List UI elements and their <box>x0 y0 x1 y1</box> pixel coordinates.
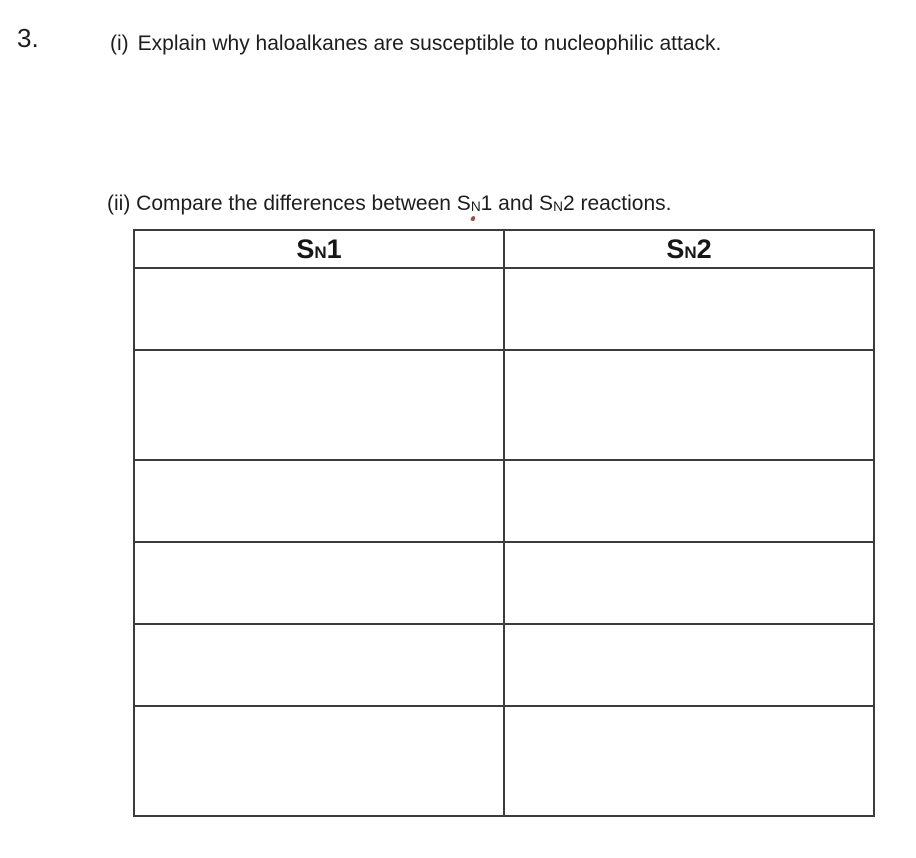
table-cell-sn1 <box>134 542 504 624</box>
table-cell-sn1 <box>134 460 504 542</box>
sn2-header-subscript: N <box>684 243 697 263</box>
stray-red-mark <box>470 216 475 222</box>
table-cell-sn1 <box>134 268 504 350</box>
table-cell-sn2 <box>504 542 874 624</box>
table-header-sn2 <box>504 230 874 268</box>
sn1-sn2-comparison-table <box>133 229 875 817</box>
table-cell-sn2 <box>504 460 874 542</box>
table-cell-sn1 <box>134 350 504 460</box>
part-ii-sn1-subscript: N <box>470 198 481 214</box>
table-cell-sn2 <box>504 706 874 816</box>
part-ii-text-between: 1 and S <box>480 192 554 215</box>
question-number: 3. <box>17 23 39 53</box>
table-cell-sn1 <box>134 706 504 816</box>
part-ii-text-after: 2 reactions. <box>562 192 672 215</box>
question-part-ii <box>107 191 672 216</box>
table-cell-sn2 <box>504 268 874 350</box>
table-header-row <box>134 230 874 268</box>
table-row <box>134 460 874 542</box>
part-i-label: (i) <box>110 32 129 55</box>
sn1-header-base: S <box>296 233 315 264</box>
table-row <box>134 350 874 460</box>
table-cell-sn1 <box>134 624 504 706</box>
sn2-header-base: S <box>666 233 685 264</box>
part-ii-sn2-subscript: N <box>553 198 563 214</box>
table-cell-sn2 <box>504 624 874 706</box>
sn1-header-subscript: N <box>314 243 327 263</box>
table-row <box>134 268 874 350</box>
table-row <box>134 706 874 816</box>
table-row <box>134 542 874 624</box>
table-cell-sn2 <box>504 350 874 460</box>
part-ii-text-before-sn1: (ii) Compare the differences between S <box>107 192 471 215</box>
table-header-sn1 <box>134 230 504 268</box>
sn1-header-number: 1 <box>326 233 342 264</box>
sn2-header-number: 2 <box>696 233 712 264</box>
table-row <box>134 624 874 706</box>
question-part-i <box>110 31 721 56</box>
part-i-text: Explain why haloalkanes are susceptible to nucleophilic attack. <box>137 32 722 55</box>
